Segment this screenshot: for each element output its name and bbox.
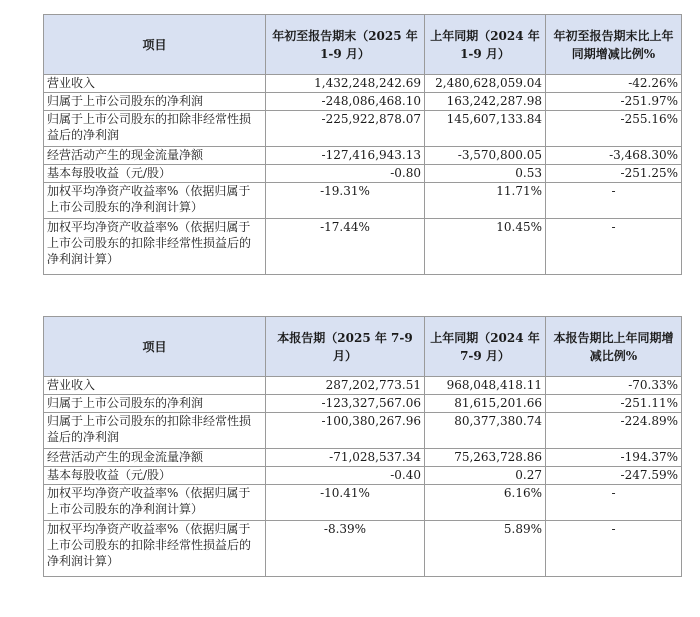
row-label: 归属于上市公司股东的扣除非经常性损益后的净利润 (44, 111, 266, 147)
prior-value: 6.16% (425, 485, 546, 521)
prior-value: 145,607,133.84 (425, 111, 546, 147)
change-value: -251.11% (546, 395, 682, 413)
row-label: 归属于上市公司股东的净利润 (44, 395, 266, 413)
quarterly-financial-table (43, 316, 682, 577)
current-value: -0.80 (266, 165, 425, 183)
current-value: -0.40 (266, 467, 425, 485)
table-row (44, 147, 682, 165)
row-label: 经营活动产生的现金流量净额 (44, 449, 266, 467)
prior-value: 81,615,201.66 (425, 395, 546, 413)
row-label: 经营活动产生的现金流量净额 (44, 147, 266, 165)
prior-value: 80,377,380.74 (425, 413, 546, 449)
header-current-period: 本报告期（2025 年 7-9 月） (266, 317, 425, 377)
change-value: - (546, 183, 682, 219)
table-row (44, 219, 682, 275)
row-label: 基本每股收益（元/股） (44, 467, 266, 485)
current-value: -248,086,468.10 (266, 93, 425, 111)
prior-value: 0.53 (425, 165, 546, 183)
prior-value: 11.71% (425, 183, 546, 219)
prior-value: 5.89% (425, 521, 546, 577)
current-value: 1,432,248,242.69 (266, 75, 425, 93)
row-label: 归属于上市公司股东的扣除非经常性损益后的净利润 (44, 413, 266, 449)
prior-value: 75,263,728.86 (425, 449, 546, 467)
change-value: -42.26% (546, 75, 682, 93)
change-value: -224.89% (546, 413, 682, 449)
header-row (44, 317, 682, 377)
header-item: 项目 (44, 317, 266, 377)
header-row (44, 15, 682, 75)
table-row (44, 449, 682, 467)
current-value: -17.44% (266, 219, 425, 275)
change-value: - (546, 485, 682, 521)
table-row (44, 485, 682, 521)
prior-value: 2,480,628,059.04 (425, 75, 546, 93)
row-label: 加权平均净资产收益率%（依据归属于上市公司股东的扣除非经常性损益后的净利润计算） (44, 521, 266, 577)
table-row (44, 75, 682, 93)
current-value: -19.31% (266, 183, 425, 219)
header-item: 项目 (44, 15, 266, 75)
table-row (44, 521, 682, 577)
current-value: -71,028,537.34 (266, 449, 425, 467)
current-value: -100,380,267.96 (266, 413, 425, 449)
change-value: -251.25% (546, 165, 682, 183)
prior-value: 163,242,287.98 (425, 93, 546, 111)
row-label: 营业收入 (44, 377, 266, 395)
table-row (44, 165, 682, 183)
table-row (44, 467, 682, 485)
header-current-period: 年初至报告期末（2025 年 1-9 月） (266, 15, 425, 75)
header-prior-period: 上年同期（2024 年 1-9 月） (425, 15, 546, 75)
current-value: 287,202,773.51 (266, 377, 425, 395)
change-value: -194.37% (546, 449, 682, 467)
current-value: -8.39% (266, 521, 425, 577)
current-value: -225,922,878.07 (266, 111, 425, 147)
table-row (44, 111, 682, 147)
row-label: 加权平均净资产收益率%（依据归属于上市公司股东的扣除非经常性损益后的净利润计算） (44, 219, 266, 275)
change-value: -255.16% (546, 111, 682, 147)
row-label: 基本每股收益（元/股） (44, 165, 266, 183)
row-label: 归属于上市公司股东的净利润 (44, 93, 266, 111)
ytd-financial-table (43, 14, 682, 275)
header-change-pct: 年初至报告期末比上年同期增减比例% (546, 15, 682, 75)
current-value: -127,416,943.13 (266, 147, 425, 165)
header-change-pct: 本报告期比上年同期增减比例% (546, 317, 682, 377)
table-row (44, 93, 682, 111)
row-label: 加权平均净资产收益率%（依据归属于上市公司股东的净利润计算） (44, 485, 266, 521)
table-row (44, 395, 682, 413)
change-value: -70.33% (546, 377, 682, 395)
current-value: -123,327,567.06 (266, 395, 425, 413)
row-label: 加权平均净资产收益率%（依据归属于上市公司股东的净利润计算） (44, 183, 266, 219)
table-row (44, 413, 682, 449)
prior-value: 968,048,418.11 (425, 377, 546, 395)
change-value: - (546, 521, 682, 577)
row-label: 营业收入 (44, 75, 266, 93)
prior-value: 10.45% (425, 219, 546, 275)
table-row (44, 377, 682, 395)
prior-value: 0.27 (425, 467, 546, 485)
header-prior-period: 上年同期（2024 年 7-9 月） (425, 317, 546, 377)
change-value: -251.97% (546, 93, 682, 111)
change-value: - (546, 219, 682, 275)
current-value: -10.41% (266, 485, 425, 521)
change-value: -3,468.30% (546, 147, 682, 165)
table-row (44, 183, 682, 219)
prior-value: -3,570,800.05 (425, 147, 546, 165)
change-value: -247.59% (546, 467, 682, 485)
